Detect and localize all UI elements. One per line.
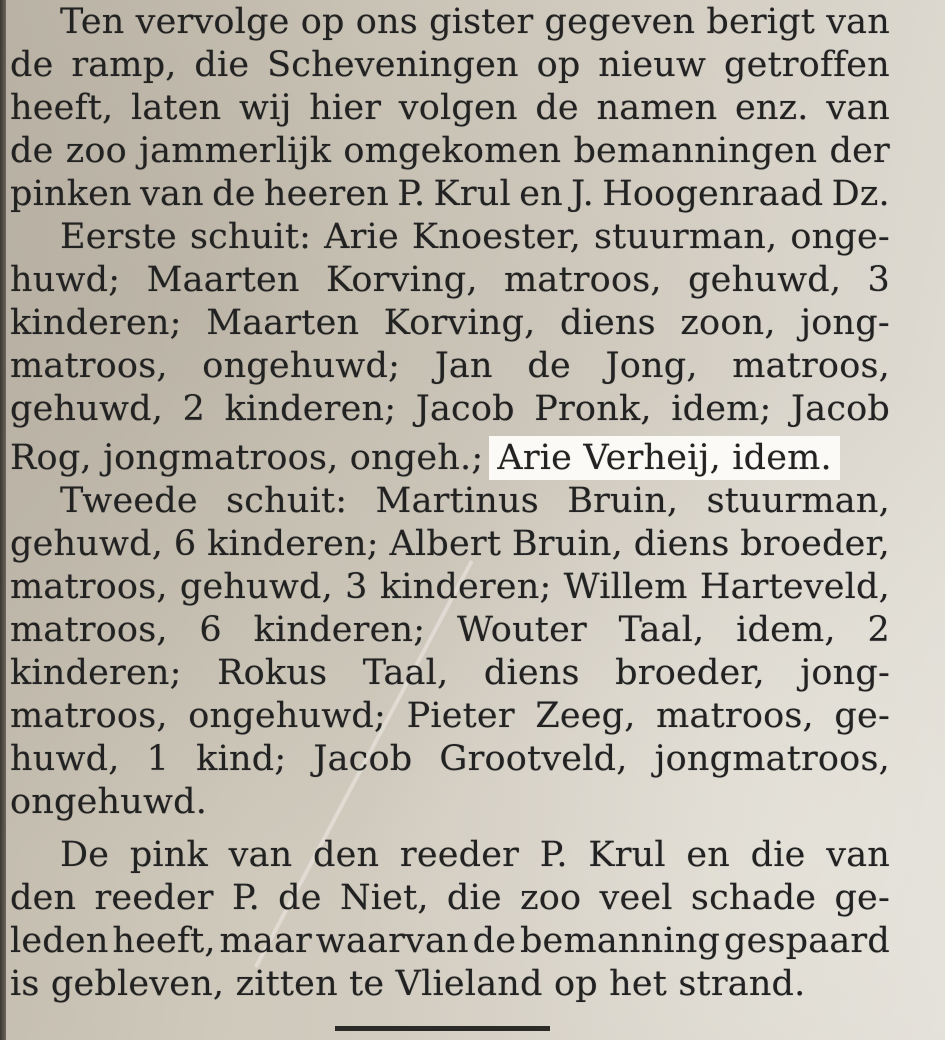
- word: 6: [199, 610, 222, 650]
- word: schuit:: [189, 217, 312, 257]
- word: jammerlijk: [139, 131, 332, 171]
- word: J.: [571, 174, 594, 214]
- word: maar: [219, 921, 312, 961]
- word: idem;: [671, 389, 772, 429]
- word: van: [826, 88, 890, 128]
- word: van: [140, 174, 204, 214]
- word: gehuwd,: [179, 567, 333, 607]
- word: den: [313, 835, 380, 875]
- word: de: [535, 88, 579, 128]
- word: Grootveld,: [439, 739, 628, 779]
- word: huwd;: [10, 260, 121, 300]
- word: kinderen;: [253, 610, 426, 650]
- word: volgen: [398, 88, 518, 128]
- word: Willem: [563, 567, 688, 607]
- word: P.: [539, 835, 568, 875]
- word: 3: [345, 567, 368, 607]
- word: heeren: [263, 174, 390, 214]
- word: matroos,: [10, 567, 168, 607]
- word: Albert: [389, 524, 502, 564]
- word: kind;: [196, 739, 287, 779]
- word: broeder,: [740, 524, 890, 564]
- word: ge-: [834, 878, 890, 918]
- word: ons: [355, 2, 418, 42]
- text-line: [10, 258, 890, 302]
- column-rule: [0, 0, 6, 1040]
- word: reeder: [94, 878, 214, 918]
- text-line: [10, 876, 890, 920]
- word: kinderen;: [10, 653, 182, 693]
- word: Bruin,: [567, 481, 679, 521]
- word: omgekomen: [343, 131, 562, 171]
- word: Jan: [434, 346, 493, 386]
- word: van: [826, 835, 890, 875]
- word: de: [212, 174, 256, 214]
- word: matroos,: [10, 610, 168, 650]
- word: kinderen;: [10, 303, 182, 343]
- word: nieuw: [598, 45, 707, 85]
- word: zoo: [65, 131, 127, 171]
- word: jongmatroos,: [654, 739, 890, 779]
- word: de: [278, 878, 322, 918]
- word: ongehuwd;: [188, 696, 387, 736]
- word: Krul: [433, 174, 511, 214]
- word: en: [519, 174, 563, 214]
- text-line: [10, 919, 890, 963]
- text-line: [10, 86, 890, 130]
- word: op: [300, 2, 345, 42]
- word: Korving,: [383, 303, 536, 343]
- word: matroos,: [732, 346, 890, 386]
- word: Jacob: [791, 389, 890, 429]
- word: schuit:: [226, 481, 348, 521]
- text-line: [10, 962, 890, 1006]
- word: matroos,: [10, 346, 168, 386]
- word: gegeven: [544, 2, 696, 42]
- word: Rokus: [217, 653, 328, 693]
- word: zoo: [520, 878, 582, 918]
- word: Hoogenraad: [602, 174, 824, 214]
- word: Zeeg,: [535, 696, 636, 736]
- text-line: [10, 522, 890, 566]
- word: 1: [146, 739, 170, 779]
- word: onge-: [790, 217, 890, 257]
- word: kinderen;: [224, 389, 397, 429]
- word: veel: [599, 878, 673, 918]
- word: 6: [173, 524, 197, 564]
- word: enz.: [734, 88, 809, 128]
- word: De: [60, 835, 110, 875]
- word: kinderen;: [379, 567, 552, 607]
- word: Knoester,: [411, 217, 581, 257]
- word: ramp,: [71, 45, 177, 85]
- word: de: [10, 45, 54, 85]
- word: schade: [690, 878, 817, 918]
- word: leden: [10, 921, 109, 961]
- word: Arie: [324, 217, 399, 257]
- word: die: [194, 45, 250, 85]
- text-line: [10, 436, 890, 480]
- text-line: [60, 479, 890, 523]
- word: Tweede: [60, 481, 198, 521]
- word: Martinus: [375, 481, 539, 521]
- word: jong-: [800, 653, 890, 693]
- text-line: [10, 344, 890, 388]
- word: Wouter: [457, 610, 587, 650]
- word: die: [446, 878, 502, 918]
- text-line: [60, 833, 890, 877]
- line-text: is gebleven, zitten te Vlieland op het strand.: [10, 964, 806, 1004]
- word: getroffen: [723, 45, 890, 85]
- text-line: [10, 780, 890, 824]
- word: 2: [867, 610, 890, 650]
- word: 2: [182, 389, 206, 429]
- word: diens: [483, 653, 580, 693]
- word: vervolge: [135, 2, 290, 42]
- word: Jacob: [415, 389, 515, 429]
- word: Bruin,: [511, 524, 623, 564]
- word: heeft,: [112, 921, 216, 961]
- word: Maarten: [206, 303, 360, 343]
- word: namen: [596, 88, 718, 128]
- word: reeder: [399, 835, 520, 875]
- word: matroos,: [10, 696, 168, 736]
- word: gespaard: [723, 921, 890, 961]
- word: bemanningen: [573, 131, 818, 171]
- word: Jacob: [313, 739, 413, 779]
- word: de: [10, 131, 54, 171]
- word: laten: [130, 88, 222, 128]
- word: Scheveningen: [267, 45, 519, 85]
- word: Korving,: [326, 260, 478, 300]
- word: diens: [560, 303, 656, 343]
- word: P.: [397, 174, 426, 214]
- word: gehuwd,: [688, 260, 842, 300]
- word: Maarten: [146, 260, 300, 300]
- word: gehuwd,: [10, 389, 164, 429]
- word: kinderen;: [207, 524, 379, 564]
- word: berigt: [706, 2, 816, 42]
- text-line: [10, 565, 890, 609]
- word: stuurman,: [593, 217, 778, 257]
- word: de: [527, 346, 571, 386]
- text-line: [10, 651, 890, 695]
- text-line: [60, 215, 890, 259]
- word: Niet,: [339, 878, 429, 918]
- word: Taal,: [362, 653, 449, 693]
- word: Krul: [588, 835, 666, 875]
- word: heeft,: [10, 88, 114, 128]
- line-text: ongehuwd.: [10, 782, 208, 822]
- word: Jong,: [605, 346, 698, 386]
- word: P.: [231, 878, 260, 918]
- word: bemanning: [519, 921, 721, 961]
- word: van: [228, 835, 293, 875]
- word: wij: [238, 88, 292, 128]
- word: zoon,: [680, 303, 776, 343]
- word: Pronk,: [534, 389, 652, 429]
- word: die: [750, 835, 806, 875]
- word: pinken: [10, 174, 132, 214]
- word: Taal,: [618, 610, 705, 650]
- text-line: [10, 608, 890, 652]
- text-line: [10, 172, 890, 216]
- text-line: [10, 737, 890, 781]
- word: Harteveld,: [699, 567, 890, 607]
- word: der: [829, 131, 890, 171]
- word: gister: [429, 2, 534, 42]
- word: waarvan: [315, 921, 469, 961]
- text-line: [10, 129, 890, 173]
- word: jong-: [800, 303, 890, 343]
- word: ongehuwd;: [202, 346, 401, 386]
- word: de: [472, 921, 517, 961]
- word: stuurman,: [706, 481, 890, 521]
- section-divider: [335, 1026, 550, 1031]
- word: van: [826, 2, 890, 42]
- word: pink: [129, 835, 208, 875]
- text-line: [60, 0, 890, 44]
- word: matroos,: [656, 696, 814, 736]
- word: matroos,: [504, 260, 662, 300]
- line-text: Rog, jongmatroos, ongeh.;: [10, 438, 484, 478]
- word: diens: [633, 524, 730, 564]
- text-line: [10, 694, 890, 738]
- word: en: [686, 835, 731, 875]
- word: Pieter: [406, 696, 515, 736]
- word: gehuwd,: [10, 524, 164, 564]
- word: 3: [867, 260, 890, 300]
- word: broeder,: [615, 653, 765, 693]
- word: Eerste: [60, 217, 177, 257]
- word: idem,: [736, 610, 836, 650]
- word: ge-: [834, 696, 890, 736]
- word: den: [10, 878, 77, 918]
- text-line: [10, 43, 890, 87]
- word: Ten: [60, 2, 125, 42]
- word: hier: [309, 88, 382, 128]
- word: Dz.: [831, 174, 890, 214]
- word: op: [536, 45, 581, 85]
- text-line: [10, 301, 890, 345]
- text-line: [10, 387, 890, 431]
- highlighted-text: Arie Verheij, idem.: [489, 436, 840, 480]
- word: huwd,: [10, 739, 120, 779]
